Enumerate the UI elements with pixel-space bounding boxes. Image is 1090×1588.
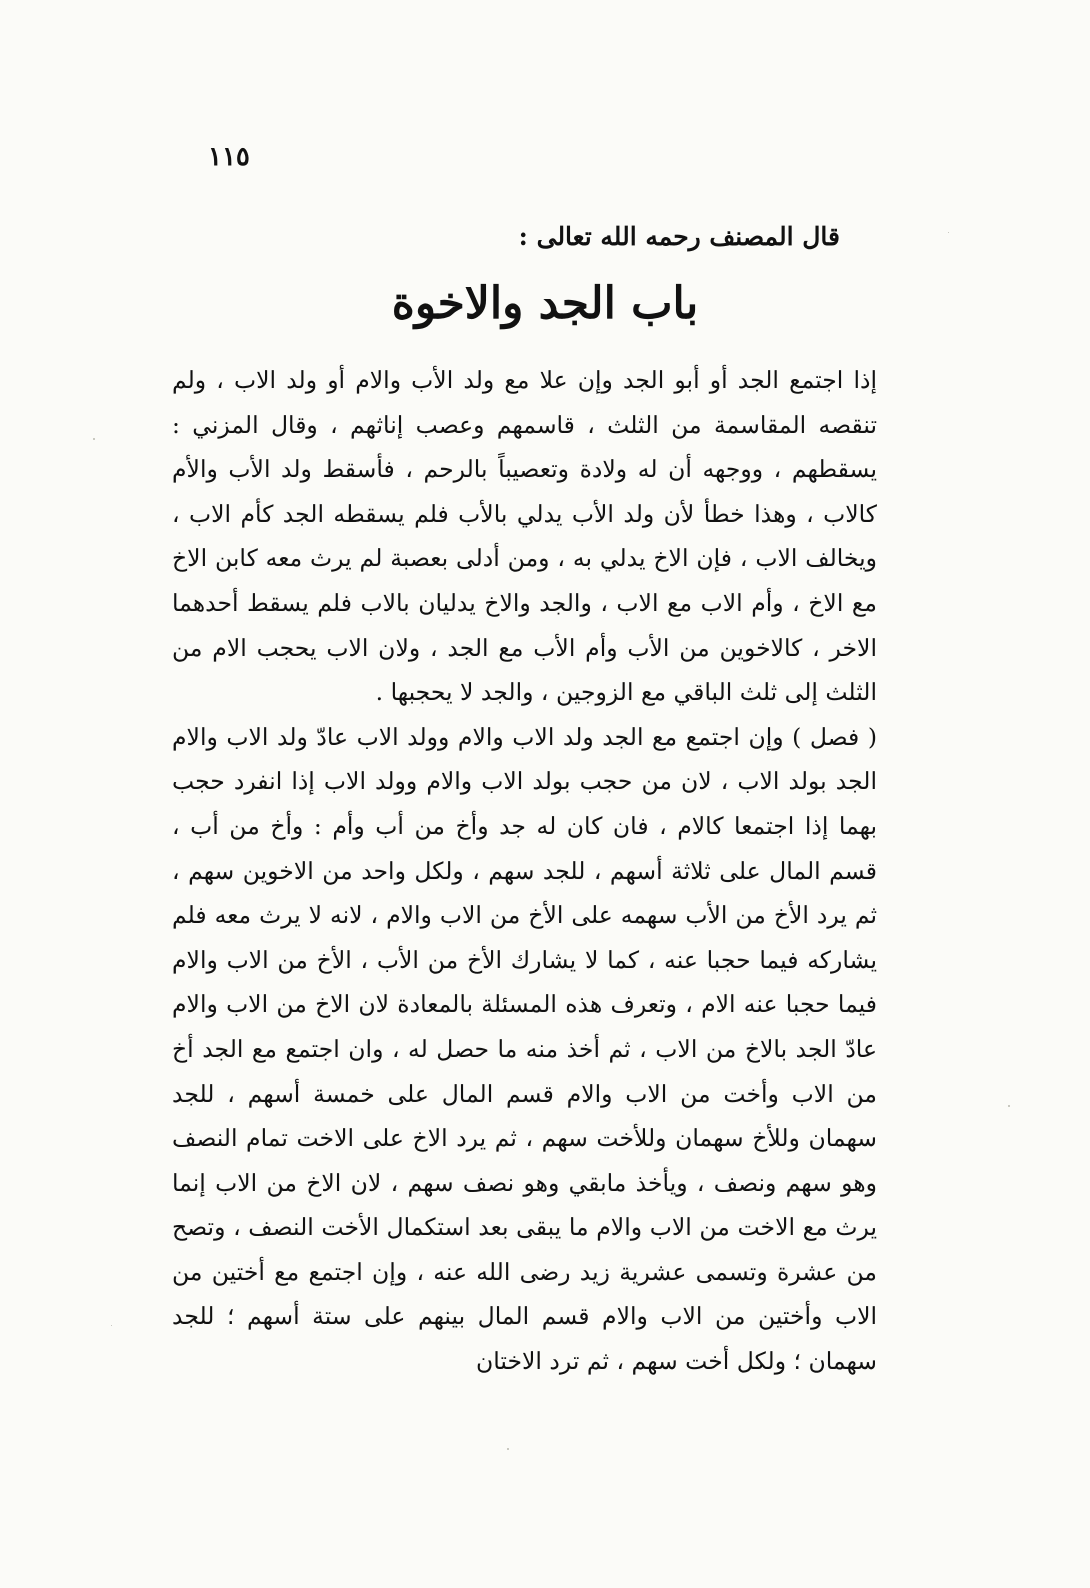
paper-speck xyxy=(948,232,949,233)
page-number: ١١٥ xyxy=(208,142,250,172)
paper-speck xyxy=(111,1325,112,1326)
paper-speck xyxy=(93,438,95,440)
paper-speck xyxy=(1008,1105,1010,1107)
body-text xyxy=(172,358,877,1384)
author-line: قال المصنف رحمه الله تعالى : xyxy=(518,222,840,251)
chapter-title: باب الجد والاخوة xyxy=(391,278,699,329)
paragraph: إذا اجتمع الجد أو أبو الجد وإن علا مع ولد الأب والام أو ولد الاب ، ولم تنقصه المقاسمة من الثلث ، قاسمهم وعصب إناثهم ، وقال المزني : يسقطهم ، ووجهه أن له ولادة وتعصيباً بالرحم ، فأسقط ولد الأب والأم كالاب ، وهذا خطأ لأن ولد الأب يدلي بالأب فلم يسقطه الجد كأم الاب ، ويخالف الاب ، فإن الاخ يدلي به ، ومن أدلى بعصبة لم يرث معه كابن الاخ مع الاخ ، وأم الاب مع الاب ، والجد والاخ يدليان بالاب فلم يسقط أحدهما الاخر ، كالاخوين من الأب وأم الأب مع الجد ، ولان الاب يحجب الام من الثلث إلى ثلث الباقي مع الزوجين ، والجد لا يحجبها . xyxy=(172,366,877,707)
paper-speck xyxy=(507,1448,509,1450)
paragraph: ( فصل ) وإن اجتمع مع الجد ولد الاب والام وولد الاب عادّ ولد الاب والام الجد بولد الاب ، لان من حجب بولد الاب والام وولد الاب إذا انفرد حجب بهما إذا اجتمعا كالام ، فان كان له جد وأخ من أب وأم : وأخ من أب ، قسم المال على ثلاثة أسهم ، للجد سهم ، ولكل واحد من الاخوين سهم ، ثم يرد الأخ من الأب سهمه على الأخ من الاب والام ، لانه لا يرث معه فلم يشاركه فيما حجبا عنه ، كما لا يشارك الأخ من الأب ، الأخ من الاب والام فيما حجبا عنه الام ، وتعرف هذه المسئلة بالمعادة لان الاخ من الاب والام عادّ الجد بالاخ من الاب ، ثم أخذ منه ما حصل له ، وان اجتمع مع الجد أخ من الاب وأخت من الاب والام قسم المال على خمسة أسهم ، للجد سهمان وللأخ سهمان وللأخت سهم ، ثم يرد الاخ على الاخت تمام النصف وهو سهم ونصف ، ويأخذ مابقي وهو نصف سهم ، لان الاخ من الاب إنما يرث مع الاخت من الاب والام ما يبقى بعد استكمال الأخت النصف ، وتصح من عشرة وتسمى عشرية زيد رضى الله عنه ، وإن اجتمع مع أختين من الاب وأختين من الاب والام قسم المال بينهم على ستة أسهم ؛ للجد سهمان ؛ ولكل أخت سهم ، ثم ترد الاختان xyxy=(172,722,877,1376)
